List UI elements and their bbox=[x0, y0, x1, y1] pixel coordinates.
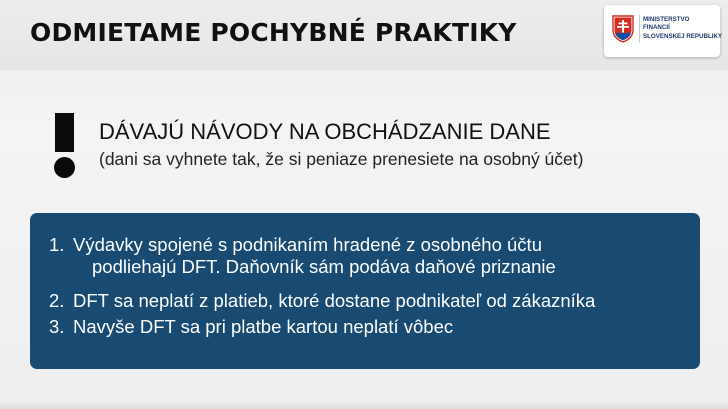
slovak-coat-of-arms-icon bbox=[612, 15, 634, 43]
list-item-number: 1. bbox=[49, 234, 65, 255]
warning-subtext: (dani sa vyhnete tak, že si peniaze prenesiete na osobný účet) bbox=[99, 149, 584, 169]
ministry-logo bbox=[604, 5, 723, 57]
list-item bbox=[49, 234, 542, 256]
logo-divider bbox=[639, 15, 640, 43]
list-item bbox=[49, 316, 453, 338]
list-item-text: podliehajú DFT. Daňovník sám podáva daňové priznanie bbox=[92, 256, 556, 277]
list-item-number: 3. bbox=[49, 316, 65, 337]
list-item-text: Výdavky spojené s podnikaním hradené z osobného účtu bbox=[73, 234, 542, 255]
exclamation-dot bbox=[54, 157, 75, 178]
info-panel bbox=[30, 213, 700, 369]
page-bottom-shadow bbox=[0, 401, 728, 409]
logo-line: MINISTERSTVO bbox=[643, 16, 690, 23]
logo-line: FINANCIÍ bbox=[643, 24, 670, 32]
list-item-continuation bbox=[49, 256, 556, 278]
exclamation-icon bbox=[54, 113, 76, 179]
warning-heading: DÁVAJÚ NÁVODY NA OBCHÁDZANIE DANE bbox=[99, 119, 551, 144]
list-item-text: Navyše DFT sa pri platbe kartou neplatí vôbec bbox=[73, 316, 454, 337]
logo-text bbox=[643, 16, 722, 41]
slide-title: ODMIETAME POCHYBNÉ PRAKTIKY bbox=[30, 18, 517, 47]
list-item-number: 2. bbox=[49, 290, 65, 311]
list-item bbox=[49, 290, 595, 312]
list-item-text: DFT sa neplatí z platieb, ktoré dostane podnikateľ od zákazníka bbox=[73, 290, 596, 311]
logo-line: SLOVENSKEJ REPUBLIKY bbox=[643, 32, 723, 40]
exclamation-bar bbox=[55, 113, 74, 152]
